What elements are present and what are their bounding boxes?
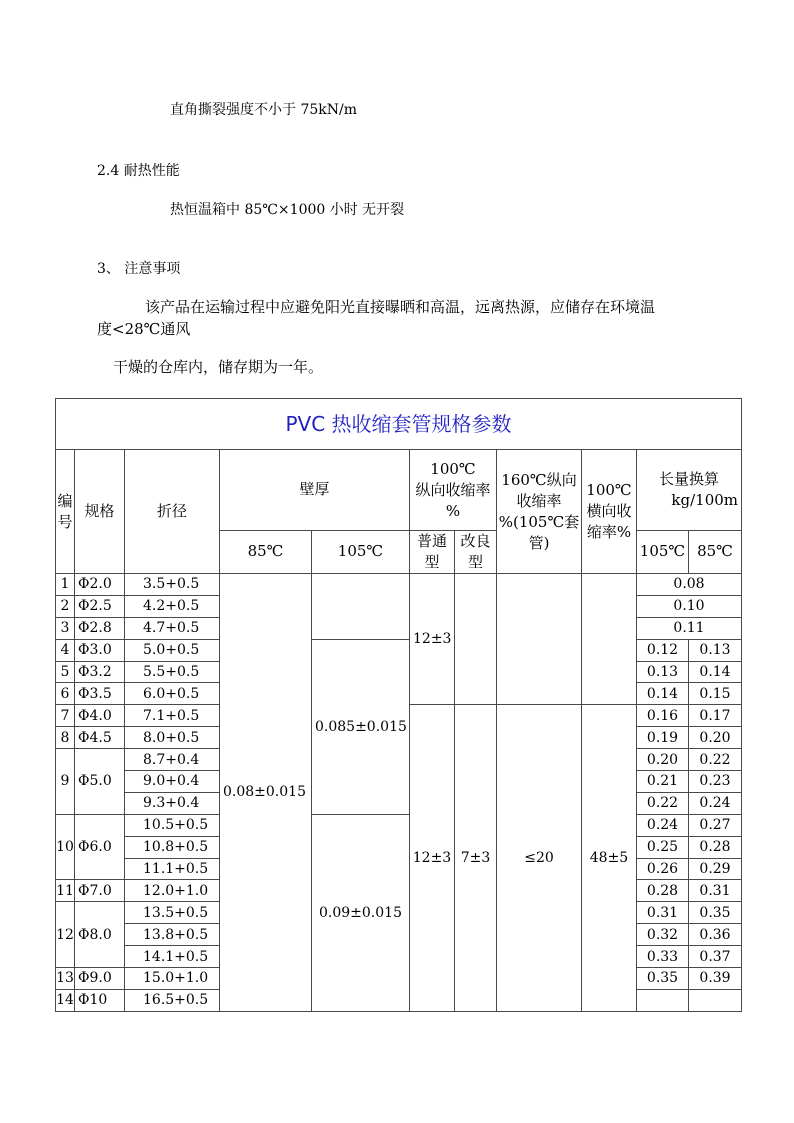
weight-105: 0.16 <box>637 705 689 727</box>
weight-85: 0.17 <box>689 705 742 727</box>
row-spec: Φ2.5 <box>75 595 125 617</box>
header-length-weight: 长量换算 kg/100m <box>637 450 742 531</box>
long160-top <box>497 574 582 705</box>
row-fold-diameter: 15.0+1.0 <box>125 968 220 990</box>
long160-bottom: ≤20 <box>497 705 582 1011</box>
weight-105: 0.22 <box>637 792 689 814</box>
table-row <box>56 814 742 836</box>
wall-105-empty <box>312 574 410 640</box>
row-spec: Φ2.8 <box>75 617 125 639</box>
row-no: 4 <box>56 639 75 661</box>
row-no: 5 <box>56 661 75 683</box>
weight-85: 0.15 <box>689 683 742 705</box>
weight-85: 0.36 <box>689 924 742 946</box>
improved-type-bottom: 7±3 <box>455 705 497 1011</box>
header-wall-thickness: 壁厚 <box>220 450 410 531</box>
header-wall-85: 85℃ <box>220 531 312 574</box>
header-spec: 规格 <box>75 450 125 574</box>
weight-85: 0.27 <box>689 814 742 836</box>
row-no: 3 <box>56 617 75 639</box>
notice-paragraph-line-3: 干燥的仓库内，储存期为一年。 <box>113 358 324 376</box>
row-fold-diameter: 8.0+0.5 <box>125 727 220 749</box>
row-no: 10 <box>56 814 75 880</box>
weight-105: 0.33 <box>637 946 689 968</box>
row-no: 7 <box>56 705 75 727</box>
weight-105: 0.14 <box>637 683 689 705</box>
weight-85: 0.14 <box>689 661 742 683</box>
notice-paragraph-line-2: 度<28℃通风 <box>97 320 191 338</box>
weight-105: 0.24 <box>637 814 689 836</box>
row-no: 2 <box>56 595 75 617</box>
row-spec: Φ3.5 <box>75 683 125 705</box>
row-fold-diameter: 10.5+0.5 <box>125 814 220 836</box>
weight-85 <box>689 989 742 1011</box>
row-no: 14 <box>56 989 75 1011</box>
improved-type-top <box>455 574 497 705</box>
weight-85: 0.24 <box>689 792 742 814</box>
wall-85-merged: 0.08±0.015 <box>220 574 312 1012</box>
header-160c-longitudinal: 160℃纵向 收缩率 %(105℃套 管) <box>497 450 582 574</box>
row-fold-diameter: 5.5+0.5 <box>125 661 220 683</box>
weight-105: 0.20 <box>637 749 689 771</box>
row-spec: Φ4.0 <box>75 705 125 727</box>
row-spec: Φ7.0 <box>75 880 125 902</box>
row-fold-diameter: 6.0+0.5 <box>125 683 220 705</box>
weight-105: 0.26 <box>637 858 689 880</box>
weight-85: 0.20 <box>689 727 742 749</box>
header-wall-105: 105℃ <box>312 531 410 574</box>
row-spec: Φ10 <box>75 989 125 1011</box>
weight-105: 0.12 <box>637 639 689 661</box>
row-fold-diameter: 4.7+0.5 <box>125 617 220 639</box>
row-fold-diameter: 14.1+0.5 <box>125 946 220 968</box>
weight-105: 0.25 <box>637 836 689 858</box>
weight-105: 0.21 <box>637 771 689 793</box>
heat-resistance-line: 热恒温箱中 85℃×1000 小时 无开裂 <box>170 202 405 218</box>
row-fold-diameter: 9.3+0.4 <box>125 792 220 814</box>
table-title: PVC 热收缩套管规格参数 <box>56 399 742 450</box>
row-fold-diameter: 10.8+0.5 <box>125 836 220 858</box>
weight-merged: 0.11 <box>637 617 742 639</box>
weight-85: 0.22 <box>689 749 742 771</box>
row-no: 12 <box>56 902 75 968</box>
transverse-top <box>582 574 637 705</box>
weight-85: 0.13 <box>689 639 742 661</box>
row-fold-diameter: 13.8+0.5 <box>125 924 220 946</box>
row-no: 13 <box>56 968 75 990</box>
spec-table <box>55 398 742 1012</box>
weight-85: 0.31 <box>689 880 742 902</box>
row-fold-diameter: 13.5+0.5 <box>125 902 220 924</box>
weight-105: 0.32 <box>637 924 689 946</box>
transverse-bottom: 48±5 <box>582 705 637 1011</box>
weight-105: 0.13 <box>637 661 689 683</box>
row-fold-diameter: 12.0+1.0 <box>125 880 220 902</box>
row-no: 8 <box>56 727 75 749</box>
row-fold-diameter: 7.1+0.5 <box>125 705 220 727</box>
normal-type-top: 12±3 <box>410 574 455 705</box>
row-spec: Φ5.0 <box>75 749 125 815</box>
row-no: 1 <box>56 574 75 596</box>
row-spec: Φ2.0 <box>75 574 125 596</box>
row-spec: Φ4.5 <box>75 727 125 749</box>
row-fold-diameter: 3.5+0.5 <box>125 574 220 596</box>
row-fold-diameter: 9.0+0.4 <box>125 771 220 793</box>
section-3-heading: 3、 注意事项 <box>97 261 181 277</box>
header-weight-85: 85℃ <box>689 531 742 574</box>
row-fold-diameter: 16.5+0.5 <box>125 989 220 1011</box>
section-2-4-heading: 2.4 耐热性能 <box>97 163 180 179</box>
weight-105: 0.35 <box>637 968 689 990</box>
row-fold-diameter: 4.2+0.5 <box>125 595 220 617</box>
row-spec: Φ3.0 <box>75 639 125 661</box>
row-spec: Φ8.0 <box>75 902 125 968</box>
table-row <box>56 639 742 661</box>
row-fold-diameter: 11.1+0.5 <box>125 858 220 880</box>
header-improved-type: 改良 型 <box>455 531 497 574</box>
weight-merged: 0.08 <box>637 574 742 596</box>
weight-merged: 0.10 <box>637 595 742 617</box>
wall-105-b: 0.09±0.015 <box>312 814 410 1011</box>
row-fold-diameter: 8.7+0.4 <box>125 749 220 771</box>
tear-strength-line: 直角撕裂强度不小于 75kN/m <box>170 102 357 118</box>
normal-type-bottom: 12±3 <box>410 705 455 1011</box>
weight-105: 0.19 <box>637 727 689 749</box>
row-no: 9 <box>56 749 75 815</box>
row-fold-diameter: 5.0+0.5 <box>125 639 220 661</box>
wall-105-a: 0.085±0.015 <box>312 639 410 814</box>
weight-105: 0.28 <box>637 880 689 902</box>
weight-105: 0.31 <box>637 902 689 924</box>
row-no: 11 <box>56 880 75 902</box>
header-100c-longitudinal: 100℃ 纵向收缩率 % <box>410 450 497 531</box>
weight-85: 0.37 <box>689 946 742 968</box>
header-weight-105: 105℃ <box>637 531 689 574</box>
header-no: 编 号 <box>56 450 75 574</box>
header-normal-type: 普通 型 <box>410 531 455 574</box>
row-no: 6 <box>56 683 75 705</box>
weight-85: 0.23 <box>689 771 742 793</box>
header-fold-diameter: 折径 <box>125 450 220 574</box>
notice-paragraph-line-1: 该产品在运输过程中应避免阳光直接曝晒和高温，远离热源，应储存在环境温 <box>145 298 656 316</box>
weight-85: 0.29 <box>689 858 742 880</box>
weight-85: 0.28 <box>689 836 742 858</box>
weight-85: 0.39 <box>689 968 742 990</box>
weight-105 <box>637 989 689 1011</box>
row-spec: Φ9.0 <box>75 968 125 990</box>
weight-85: 0.35 <box>689 902 742 924</box>
table-row <box>56 574 742 596</box>
row-spec: Φ6.0 <box>75 814 125 880</box>
header-100c-transverse: 100℃ 横向收 缩率% <box>582 450 637 574</box>
row-spec: Φ3.2 <box>75 661 125 683</box>
